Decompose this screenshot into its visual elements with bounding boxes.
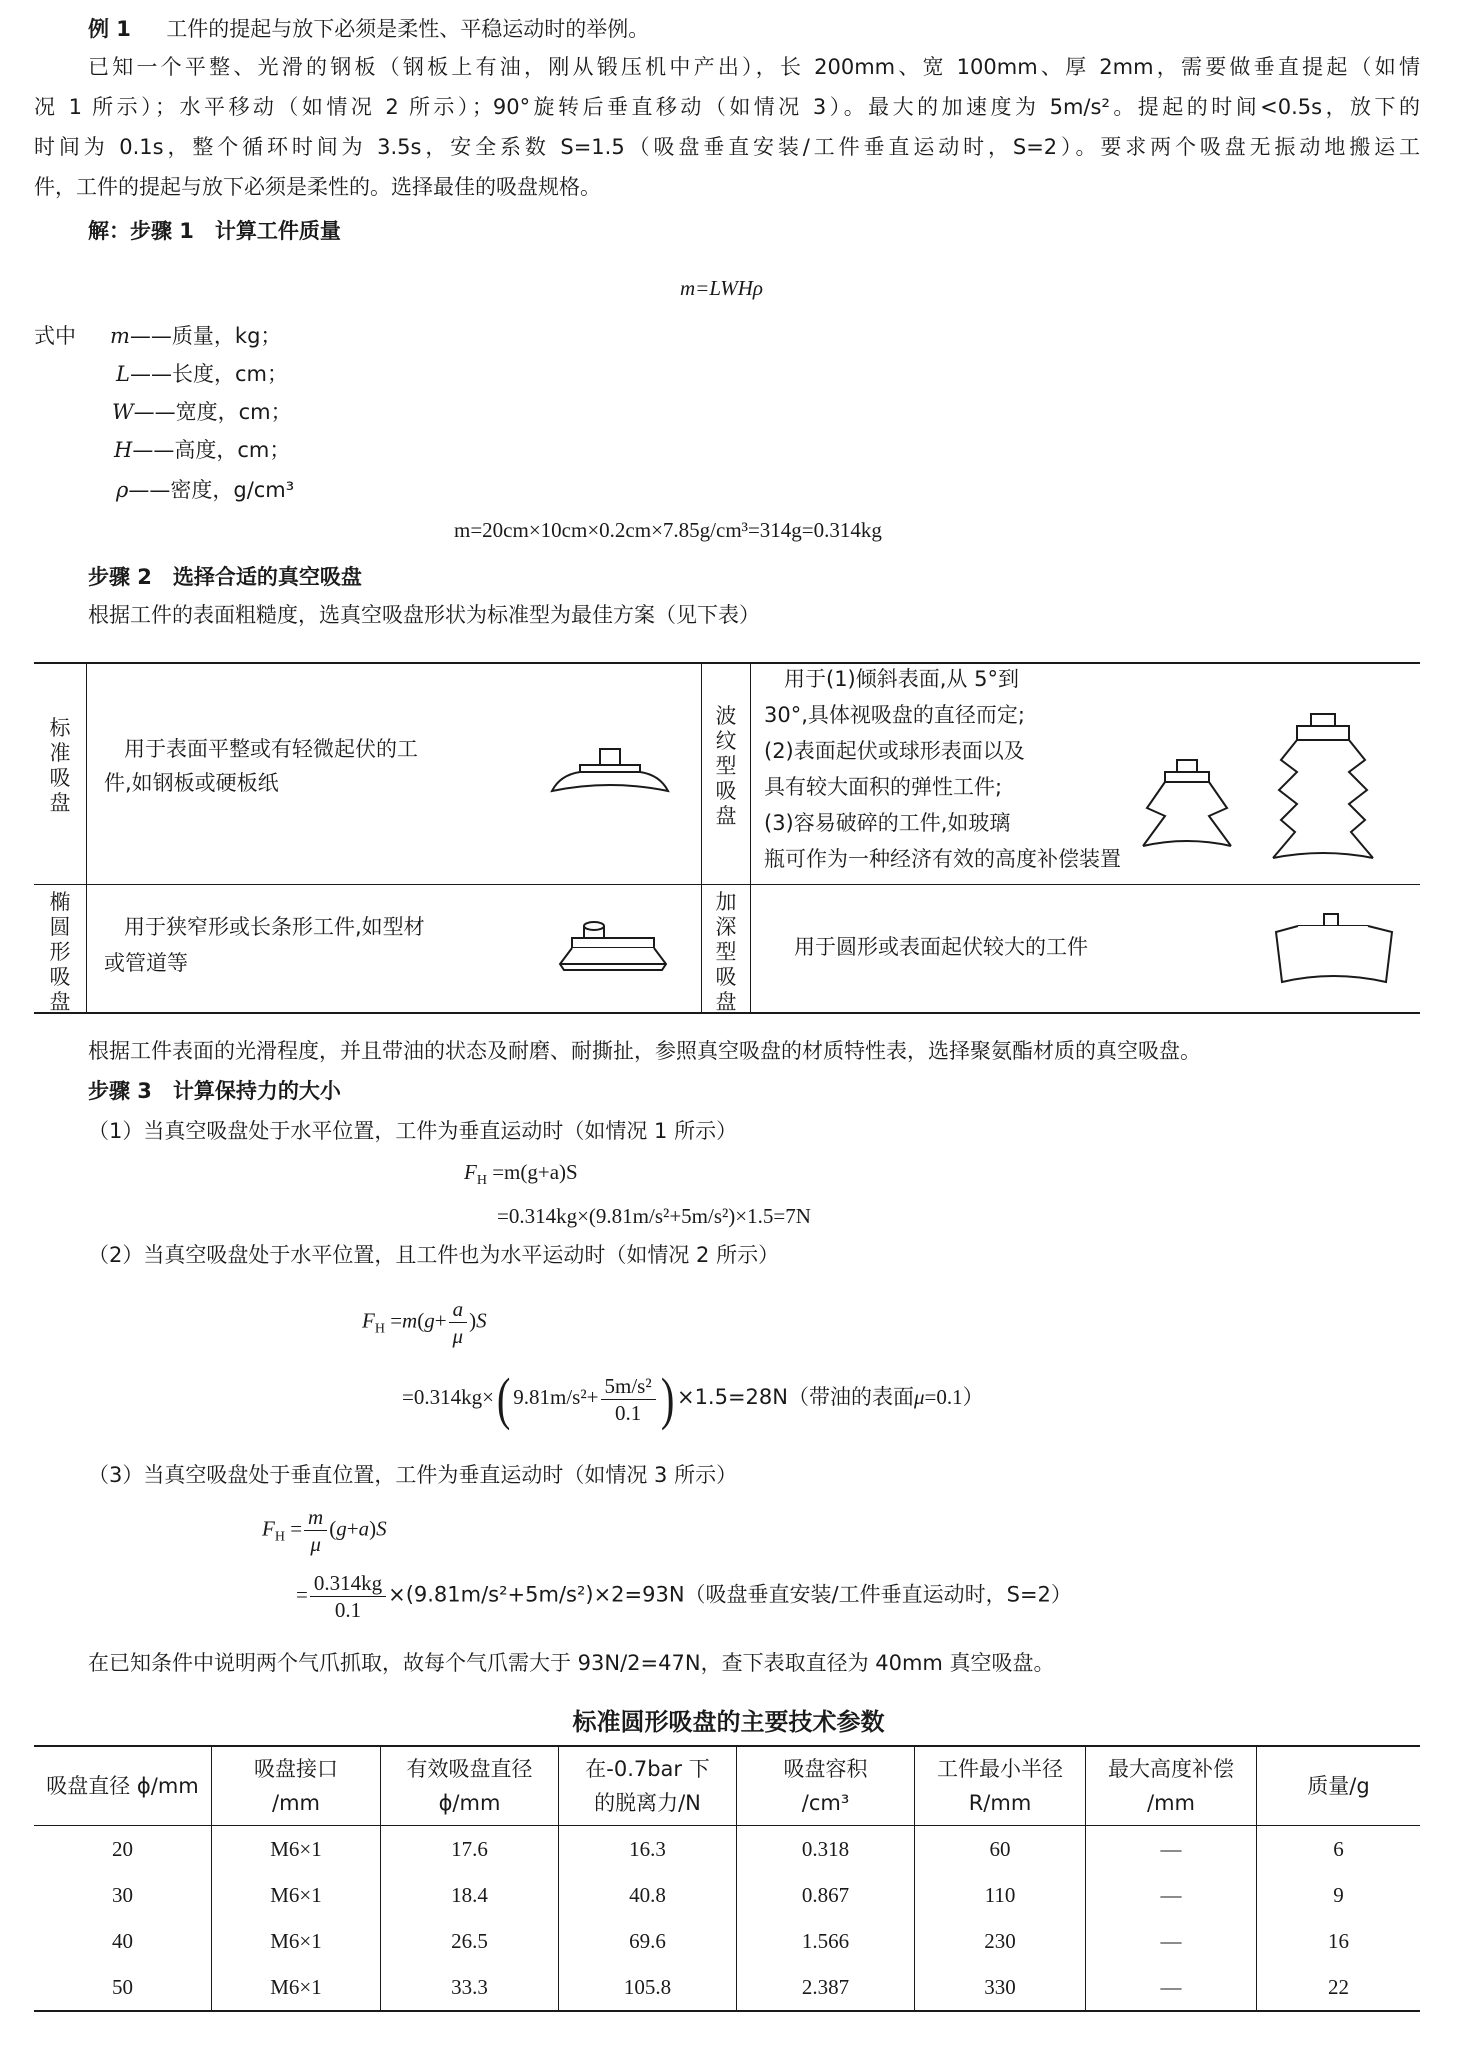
header-port: 吸盘接口 /mm: [212, 1746, 381, 1826]
cell: 330: [915, 1964, 1086, 2011]
case1-text: （1）当真空吸盘处于水平位置，工件为垂直运动时（如情况 1 所示）: [88, 1119, 738, 1143]
cell: 20: [34, 1826, 212, 1873]
header-volume: 吸盘容积 /cm³: [737, 1746, 915, 1826]
cell: 1.566: [737, 1918, 915, 1964]
conclusion: 在已知条件中说明两个气爪抓取，故每个气爪需大于 93N/2=47N，查下表取直径为 40mm 真空吸盘。: [88, 1651, 1055, 1675]
col-divider-2: [701, 662, 702, 1014]
oval-cup-label: 椭圆形吸盘: [49, 890, 71, 1014]
deep-cup-label: 加深型吸盘: [715, 890, 737, 1014]
bellows-cup-desc-4: 具有较大面积的弹性工件;: [764, 775, 1003, 799]
table-row: [34, 1918, 1420, 1964]
table-row: [34, 1826, 1420, 1873]
step2-intro: 根据工件的表面粗糙度，选真空吸盘形状为标准型为最佳方案（见下表）: [88, 603, 760, 627]
bellows-1-icon: [1139, 758, 1239, 858]
step3-heading: 步骤 3 计算保持力的大小: [88, 1079, 341, 1103]
where-item-m: m——质量，kg；: [110, 324, 282, 348]
where-item-l: L——长度，cm；: [116, 362, 288, 386]
cell: 230: [915, 1918, 1086, 1964]
where-label: 式中: [34, 324, 76, 348]
suction-cup-shape-table: [34, 662, 1420, 1014]
case2-eq-line1: $F_H =m(g+$ $\frac{a}{\mu}$ )S: [362, 1297, 487, 1348]
header-diameter: 吸盘直径 ϕ/mm: [34, 1746, 212, 1826]
cell: 17.6: [381, 1826, 559, 1873]
header-max-height-comp: 最大高度补偿 /mm: [1086, 1746, 1257, 1826]
oval-cup-desc-1: 用于狭窄形或长条形工件,如型材: [124, 915, 425, 939]
standard-cup-desc-1: 用于表面平整或有轻微起伏的工: [124, 737, 418, 761]
header-weight: 质量/g: [1257, 1746, 1421, 1826]
cell: 16: [1328, 1928, 1349, 1953]
problem-line-3: 时间为 0.1s，整个循环时间为 3.5s，安全系数 S=1.5（吸盘垂直安装/工件垂直运动时，S=2）。要求两个吸盘无振动地搬运工: [34, 135, 1420, 159]
mass-over-mu-frac: $\frac{m}{\mu}$: [304, 1504, 327, 1557]
header-effective-diameter: 有效吸盘直径 ϕ/mm: [381, 1746, 559, 1826]
cell: M6×1: [212, 1964, 381, 2011]
cell: 69.6: [559, 1918, 737, 1964]
case1-eq-line2: =0.314kg×(9.81m/s²+5m/s²)×1.5=7N: [497, 1204, 811, 1228]
bellows-cup-desc-1: 用于(1)倾斜表面,从 5°到: [784, 667, 1019, 691]
param-table-header: [34, 1746, 1420, 1826]
example-title-line: [88, 14, 649, 44]
problem-line-1: 已知一个平整、光滑的钢板（钢板上有油，刚从锻压机中产出），长 200mm、宽 100mm、厚 2mm，需要做垂直提起（如情: [88, 55, 1420, 79]
cell: —: [1086, 1872, 1257, 1918]
step1-calc: m=20cm×10cm×0.2cm×7.85g/cm³=314g=0.314kg: [454, 518, 882, 542]
cell: 18.4: [381, 1872, 559, 1918]
material-selection: 根据工件表面的光滑程度，并且带油的状态及耐磨、耐撕扯，参照真空吸盘的材质特性表，选择聚氨酯材质的真空吸盘。: [88, 1039, 1201, 1063]
cell: 26.5: [381, 1918, 559, 1964]
standard-cup-icon: [550, 747, 670, 797]
cell: —: [1086, 1964, 1257, 2011]
header-min-radius: 工件最小半径 R/mm: [915, 1746, 1086, 1826]
cell: M6×1: [212, 1872, 381, 1918]
bellows-cup-desc-5: (3)容易破碎的工件,如玻璃: [764, 811, 1011, 835]
cell: M6×1: [212, 1918, 381, 1964]
table-row: [34, 1872, 1420, 1918]
cell: 60: [915, 1826, 1086, 1873]
standard-cup-desc-2: 件,如钢板或硬板纸: [104, 771, 279, 795]
cell: —: [1086, 1826, 1257, 1873]
step2-heading: 步骤 2 选择合适的真空吸盘: [88, 565, 362, 589]
where-item-rho: ρ——密度，g/cm³: [116, 478, 295, 502]
cell: 40.8: [559, 1872, 737, 1918]
table-row: [34, 1964, 1420, 2011]
case2-eq-line2: =0.314kg×( 9.81m/s²+ $\frac{\text{5m/s²}}{0.1}$ ) ×1.5=28N（带油的表面μ=0.1）: [402, 1366, 984, 1431]
case3-eq-line2: = $\frac{0.314kg}{0.1}$ ×(9.81m/s²+5m/s²)×2=93N（吸盘垂直安装/工件垂直运动时，S=2）: [296, 1571, 1072, 1622]
case2-accel-frac: $\frac{\text{5m/s²}}{0.1}$: [601, 1373, 656, 1426]
cell: 6: [1333, 1836, 1344, 1861]
problem-line-4: 件，工件的提起与放下必须是柔性的。选择最佳的吸盘规格。: [34, 175, 601, 199]
bellows-cup-desc-3: (2)表面起伏或球形表面以及: [764, 739, 1025, 763]
deep-cup-icon: [1268, 912, 1398, 992]
cell: 50: [34, 1964, 212, 2011]
cell: 30: [34, 1872, 212, 1918]
accel-over-mu-frac: $\frac{a}{\mu}$: [449, 1296, 468, 1349]
bellows-cup-desc-6: 瓶可作为一种经济有效的高度补偿装置: [764, 847, 1121, 871]
cell: 2.387: [737, 1964, 915, 2011]
oval-cup-desc-2: 或管道等: [104, 951, 188, 975]
oval-cup-icon: [558, 918, 668, 978]
table-top-rule: [34, 662, 1420, 664]
cell: 33.3: [381, 1964, 559, 2011]
deep-cup-desc-1: 用于圆形或表面起伏较大的工件: [794, 935, 1088, 959]
cell: 9: [1333, 1882, 1344, 1907]
where-item-h: H——高度，cm；: [114, 438, 291, 462]
case1-eq-line1: $F_H =m(g+a)S$: [464, 1160, 578, 1189]
case3-mass-frac: $\frac{0.314kg}{0.1}$: [310, 1570, 386, 1623]
header-release-force: 在-0.7bar 下 的脱离力/N: [559, 1746, 737, 1826]
problem-line-2: 况 1 所示）；水平移动（如情况 2 所示）；90°旋转后垂直移动（如情况 3）。最大的加速度为 5m/s²。提起的时间<0.5s，放下的: [34, 95, 1420, 119]
cell: 0.867: [737, 1872, 915, 1918]
step1-formula: [680, 276, 763, 301]
where-item-w: W——宽度，cm；: [112, 400, 292, 424]
cell: 40: [34, 1918, 212, 1964]
example-label: 例 1: [88, 17, 131, 41]
bellows-cup-label: 波纹型吸盘: [715, 704, 737, 828]
case2-text: （2）当真空吸盘处于水平位置，且工件也为水平运动时（如情况 2 所示）: [88, 1243, 780, 1267]
case3-text: （3）当真空吸盘处于垂直位置，工件为垂直运动时（如情况 3 所示）: [88, 1463, 738, 1487]
cell: 110: [915, 1872, 1086, 1918]
bellows-2-icon: [1269, 712, 1379, 862]
param-table-title: 标准圆形吸盘的主要技术参数: [572, 1708, 885, 1736]
case3-eq-line1: $F_H$ = $\frac{m}{\mu}$ (g+a)S: [262, 1505, 387, 1556]
table-mid-rule: [34, 884, 1420, 885]
cell: 22: [1257, 1964, 1421, 2011]
param-table: [34, 1745, 1420, 2012]
standard-cup-label: 标准吸盘: [49, 716, 71, 815]
cell: 105.8: [559, 1964, 737, 2011]
col-divider-3: [750, 662, 751, 1014]
cell: 16.3: [559, 1826, 737, 1873]
col-divider-1: [86, 662, 87, 1014]
bellows-cup-desc-2: 30°,具体视吸盘的直径而定;: [764, 703, 1025, 727]
cell: —: [1086, 1918, 1257, 1964]
cell: 0.318: [737, 1826, 915, 1873]
cell: M6×1: [212, 1826, 381, 1873]
formula-mlwh: m=LWHρ: [680, 276, 763, 300]
step1-heading: 解：步骤 1 计算工件质量: [88, 219, 341, 243]
example-title: 工件的提起与放下必须是柔性、平稳运动时的举例。: [166, 17, 650, 41]
